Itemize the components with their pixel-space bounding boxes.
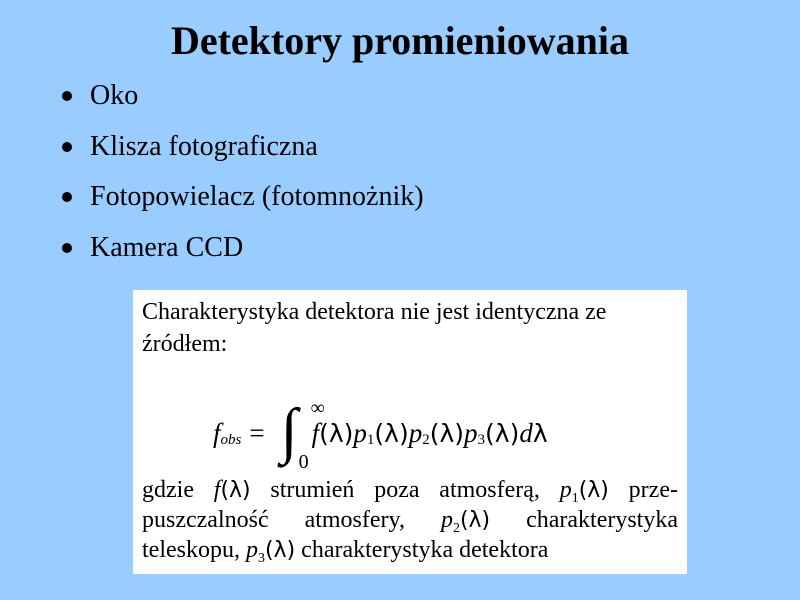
integrand-f: f	[311, 417, 320, 448]
bullet-icon	[62, 91, 72, 101]
integral-sign: ∫ ∞ 0	[280, 397, 325, 473]
bullet-text: Kamera CCD	[90, 231, 244, 263]
integrand-p1: p	[353, 417, 367, 448]
bullet-text: Klisza fotograficzna	[90, 130, 318, 162]
formula-panel	[133, 290, 687, 574]
intro-text: Charakterystyka detektora nie jest identyczna ze źródłem:	[142, 299, 607, 357]
formula	[213, 397, 548, 473]
integrand-p3: p	[464, 417, 478, 448]
integrand-p2-sub: 2	[422, 431, 430, 448]
bullet-icon	[62, 142, 72, 152]
bullet-icon	[62, 243, 72, 253]
integrand-dlambda: λ	[532, 418, 548, 448]
integrand-p2: p	[408, 417, 423, 448]
integrand-d: d	[519, 417, 533, 448]
list-item	[62, 78, 424, 129]
integrand-p1-sub: 1	[366, 431, 375, 448]
bullet-list	[62, 78, 424, 280]
formula-equals: =	[249, 417, 265, 448]
integrand-p3-sub: 3	[477, 431, 486, 448]
integrand-lambda: (λ)	[319, 418, 354, 448]
slide-title: Detektory promieniowania	[170, 18, 630, 63]
formula-lhs: f	[213, 417, 221, 448]
list-item	[62, 230, 424, 281]
bullet-text: Oko	[90, 80, 139, 112]
bullet-icon	[62, 192, 72, 202]
integral-lower: 0	[298, 451, 309, 473]
integral-upper: ∞	[310, 397, 325, 419]
description-text: gdzie f(λ) strumień poza atmosferą, $p_1(\lambda)$ prze-puszczalność atmosfery, $p_2(\lambda)$ charakterystyka teleskopu, $p_3(\lambda)$ charakterystyka detektora	[142, 477, 679, 566]
formula-lhs-sub: obs	[220, 431, 242, 448]
integrand-lambda: (λ)	[485, 418, 520, 448]
integrand-lambda: (λ)	[429, 418, 465, 448]
list-item	[62, 179, 424, 230]
bullet-text: Fotopowielacz (fotomnożnik)	[90, 181, 424, 213]
list-item	[62, 129, 424, 180]
integrand-lambda: (λ)	[374, 418, 409, 448]
